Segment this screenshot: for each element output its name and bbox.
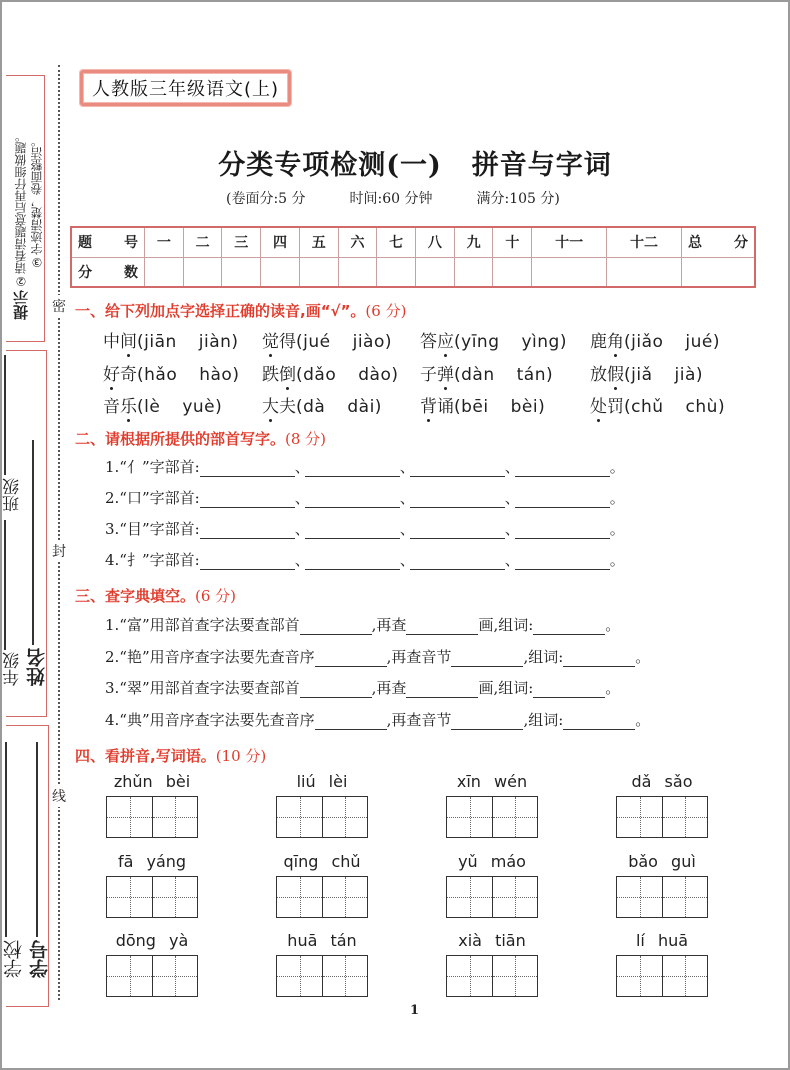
writing-cell[interactable] — [447, 956, 492, 996]
section3-heading-text: 三、查字典填空。 — [75, 587, 196, 605]
pinyin-label: dōng yà — [115, 931, 189, 950]
answer-blank[interactable] — [315, 650, 387, 667]
class-line — [4, 355, 6, 475]
radical-row — [105, 456, 625, 477]
writing-cell[interactable] — [617, 956, 662, 996]
school-label: 学校 — [3, 940, 25, 978]
row-text: 画,组词: — [478, 679, 534, 697]
col-header: 九 — [454, 227, 493, 257]
row-text: 。 — [605, 616, 621, 634]
emphasis-dot — [110, 387, 113, 390]
option-1[interactable]: bēi — [461, 397, 489, 417]
option-2[interactable]: yìng — [521, 332, 560, 352]
dictionary-row — [105, 709, 650, 730]
writing-box-pair — [276, 876, 368, 918]
separator: 、 — [504, 551, 520, 569]
answer-blank[interactable] — [563, 650, 635, 667]
writing-cell[interactable] — [277, 877, 322, 917]
writing-cell[interactable] — [447, 877, 492, 917]
answer-blank[interactable] — [451, 650, 523, 667]
writing-cell[interactable] — [152, 877, 197, 917]
emphasis-dot — [286, 387, 289, 390]
student-no-line — [36, 742, 38, 937]
pinyin-word-grid — [106, 931, 198, 997]
pinyin-word-grid — [616, 931, 708, 997]
page-number: 1 — [410, 1003, 420, 1018]
pinyin-word-grid — [446, 772, 538, 838]
word: 鹿角 — [590, 332, 624, 352]
option-1[interactable]: jiǎ — [631, 365, 653, 385]
row-text: ,组词: — [523, 648, 564, 666]
pronunciation-options: (lè yuè) — [137, 397, 223, 417]
pinyin-choice-item — [420, 392, 545, 417]
time-limit: 时间:60 分钟 — [349, 191, 433, 207]
emphasis-dot — [444, 354, 447, 357]
pinyin-word-grid — [446, 931, 538, 997]
pinyin-label: yǔ máo — [458, 852, 526, 871]
word: 子弹 — [420, 365, 454, 385]
writing-cell[interactable] — [322, 877, 367, 917]
end-mark: 。 — [609, 458, 625, 476]
pronunciation-options: (hǎo hào) — [137, 365, 240, 385]
writing-cell[interactable] — [277, 797, 322, 837]
writing-box-pair — [276, 955, 368, 997]
pronunciation-options: (dà dài) — [296, 397, 382, 417]
total-header: 总 分 — [682, 227, 756, 257]
exam-info — [226, 188, 560, 208]
writing-box-pair — [276, 796, 368, 838]
separator: 、 — [294, 520, 310, 538]
writing-cell[interactable] — [492, 877, 537, 917]
col-header: 三 — [222, 227, 261, 257]
pinyin-choice-item — [103, 392, 222, 417]
pinyin-label: xià tiān — [458, 931, 526, 950]
row-text: 画,组词: — [478, 616, 534, 634]
pinyin-label: lí huā — [635, 931, 689, 950]
option-1[interactable]: dǎo — [303, 365, 337, 385]
col-header: 二 — [183, 227, 222, 257]
pronunciation-options: (dàn tán) — [454, 365, 554, 385]
name-label: 姓名 — [26, 648, 48, 686]
word: 处罚 — [590, 397, 624, 417]
col-header: 八 — [416, 227, 455, 257]
cut-mark-mi: 密 — [52, 295, 66, 317]
writing-cell[interactable] — [617, 877, 662, 917]
answer-blank[interactable] — [406, 681, 478, 698]
section1-heading-text: 一、给下列加点字选择正确的读音,画“√”。 — [75, 302, 366, 320]
grade-label: 年级 — [3, 652, 23, 686]
section1-heading — [75, 300, 406, 321]
edition-tag: 人教版三年级语文(上) — [80, 70, 291, 106]
score-cell[interactable] — [454, 257, 493, 287]
score-cell[interactable] — [338, 257, 377, 287]
class-label: 班级 — [3, 478, 23, 512]
pinyin-label: zhǔn bèi — [113, 772, 191, 791]
pinyin-word-grid — [276, 852, 368, 918]
answer-blank[interactable] — [515, 460, 610, 477]
option-1[interactable]: jiǎo — [631, 332, 664, 352]
emphasis-dot — [444, 387, 447, 390]
col-header: 十一 — [532, 227, 607, 257]
writing-cell[interactable] — [662, 956, 707, 996]
option-1[interactable]: jué — [303, 332, 331, 352]
pinyin-choice-item — [420, 327, 567, 352]
word: 好奇 — [103, 365, 137, 385]
word: 放假 — [590, 365, 624, 385]
pinyin-choice-item — [590, 327, 720, 352]
end-mark: 。 — [609, 489, 625, 507]
tip-3: ③字迹清楚，卷面整洁。 — [30, 135, 44, 269]
writing-cell[interactable] — [322, 956, 367, 996]
pinyin-choice-item — [262, 392, 382, 417]
separator: 、 — [294, 458, 310, 476]
row-text: 。 — [605, 679, 621, 697]
pinyin-choice-item — [590, 392, 725, 417]
row-text: 3.“翠”用部首查字法要查部首 — [105, 679, 300, 697]
radical-prompt: 2.“口”字部首: — [105, 489, 200, 507]
pinyin-label: xīn wén — [456, 772, 528, 791]
emphasis-dot — [614, 354, 617, 357]
total-score-cell[interactable] — [682, 257, 756, 287]
answer-blank[interactable] — [563, 713, 635, 730]
pinyin-word-grid — [276, 931, 368, 997]
row-text: ,再查音节 — [386, 648, 452, 666]
answer-blank[interactable] — [515, 491, 610, 508]
writing-cell[interactable] — [662, 877, 707, 917]
answer-blank[interactable] — [410, 553, 505, 570]
word: 中间 — [103, 332, 137, 352]
section2-heading — [75, 428, 326, 449]
option-2[interactable]: yuè — [182, 397, 216, 417]
answer-blank[interactable] — [451, 713, 523, 730]
emphasis-dot — [427, 419, 430, 422]
answer-blank[interactable] — [305, 491, 400, 508]
neatness-score: (卷面分:5 分 — [226, 191, 306, 207]
pinyin-word-grid — [106, 852, 198, 918]
option-2[interactable]: jiào — [352, 332, 385, 352]
dictionary-row — [105, 614, 620, 635]
answer-blank[interactable] — [200, 491, 295, 508]
word: 觉得 — [262, 332, 296, 352]
section2-points: (8 分) — [285, 430, 327, 448]
option-2[interactable]: jiàn — [198, 332, 232, 352]
writing-cell[interactable] — [107, 956, 152, 996]
col-header: 一 — [145, 227, 184, 257]
score-cell[interactable] — [222, 257, 261, 287]
writing-box-pair — [446, 876, 538, 918]
writing-box-pair — [446, 796, 538, 838]
col-header: 六 — [338, 227, 377, 257]
answer-blank[interactable] — [315, 713, 387, 730]
option-2[interactable]: dài — [347, 397, 375, 417]
pinyin-label: huā tán — [287, 931, 357, 950]
score-table — [70, 226, 756, 288]
emphasis-dot — [127, 419, 130, 422]
radical-prompt: 4.“扌”字部首: — [105, 551, 200, 569]
pronunciation-options: (chǔ chù) — [624, 397, 726, 417]
writing-box-pair — [616, 796, 708, 838]
score-cell[interactable] — [532, 257, 607, 287]
radical-prompt: 1.“亻”字部首: — [105, 458, 200, 476]
writing-cell[interactable] — [107, 877, 152, 917]
row-text: 1.“富”用部首查字法要查部首 — [105, 616, 300, 634]
dictionary-row — [105, 677, 620, 698]
row-text: ,组词: — [523, 711, 564, 729]
section3-points: (6 分) — [195, 587, 237, 605]
score-cell[interactable] — [261, 257, 300, 287]
score-cell[interactable] — [416, 257, 455, 287]
row-text: 4.“典”用音序查字法要先查音序 — [105, 711, 315, 729]
answer-blank[interactable] — [533, 618, 605, 635]
writing-box-pair — [106, 955, 198, 997]
answer-blank[interactable] — [410, 491, 505, 508]
pinyin-label: fā yáng — [117, 852, 187, 871]
student-no-label: 学号 — [29, 940, 51, 978]
word: 大夫 — [262, 397, 296, 417]
pinyin-label: dǎ sǎo — [631, 772, 693, 791]
name-line — [32, 440, 34, 645]
pinyin-word-grid — [446, 852, 538, 918]
writing-cell[interactable] — [617, 797, 662, 837]
writing-box-pair — [616, 876, 708, 918]
answer-blank[interactable] — [533, 681, 605, 698]
word: 答应 — [420, 332, 454, 352]
answer-blank[interactable] — [300, 618, 372, 635]
option-2[interactable]: dào — [358, 365, 392, 385]
cut-mark-xian: 线 — [52, 785, 66, 807]
section3-heading — [75, 585, 236, 606]
score-cell[interactable] — [145, 257, 184, 287]
writing-cell[interactable] — [107, 797, 152, 837]
answer-blank[interactable] — [406, 618, 478, 635]
end-mark: 。 — [609, 520, 625, 538]
answer-blank[interactable] — [300, 681, 372, 698]
separator: 、 — [399, 551, 415, 569]
option-1[interactable]: chǔ — [631, 397, 664, 417]
separator: 、 — [294, 551, 310, 569]
word: 跌倒 — [262, 365, 296, 385]
writing-box-pair — [106, 796, 198, 838]
answer-blank[interactable] — [305, 460, 400, 477]
total-score: 满分:105 分) — [476, 191, 560, 207]
emphasis-dot — [597, 419, 600, 422]
option-2[interactable]: chù — [685, 397, 718, 417]
separator: 、 — [294, 489, 310, 507]
row-text: 。 — [635, 648, 651, 666]
writing-cell[interactable] — [152, 956, 197, 996]
pronunciation-options: (jué jiào) — [296, 332, 393, 352]
pinyin-label: qīng chǔ — [283, 852, 361, 871]
emphasis-dot — [614, 387, 617, 390]
score-cell[interactable] — [493, 257, 532, 287]
writing-box-pair — [106, 876, 198, 918]
pinyin-choice-item — [420, 360, 553, 385]
row-text: ,再查 — [371, 679, 407, 697]
pinyin-label: liú lèi — [296, 772, 348, 791]
title-part2: 拼音与字词 — [471, 150, 612, 181]
pinyin-choice-item — [262, 360, 399, 385]
pronunciation-options: (jiǎo jué) — [624, 332, 721, 352]
pronunciation-options: (yīng yìng) — [454, 332, 567, 352]
school-line — [5, 742, 7, 937]
pinyin-label: bǎo guì — [628, 852, 696, 871]
answer-blank[interactable] — [410, 522, 505, 539]
pinyin-choice-item — [103, 360, 239, 385]
radical-row — [105, 549, 625, 570]
row-text: ,再查 — [371, 616, 407, 634]
answer-blank[interactable] — [305, 553, 400, 570]
answer-blank[interactable] — [200, 522, 295, 539]
option-2[interactable]: hào — [199, 365, 233, 385]
answer-blank[interactable] — [200, 553, 295, 570]
pinyin-choice-item — [590, 360, 703, 385]
score-cell[interactable] — [377, 257, 416, 287]
tip-2: ②请看清题意后再仔细做题。 — [14, 130, 28, 288]
section1-points: (6 分) — [365, 302, 407, 320]
word: 音乐 — [103, 397, 137, 417]
separator: 、 — [504, 520, 520, 538]
section2-heading-text: 二、请根据所提供的部首写字。 — [75, 430, 286, 448]
score-cell[interactable] — [299, 257, 338, 287]
section4-heading-text: 四、看拼音,写词语。 — [75, 747, 216, 765]
pinyin-word-grid — [106, 772, 198, 838]
option-2[interactable]: bèi — [510, 397, 539, 417]
score-cell[interactable] — [607, 257, 682, 287]
score-table-header-row — [71, 227, 755, 257]
writing-cell[interactable] — [322, 797, 367, 837]
separator: 、 — [504, 489, 520, 507]
answer-blank[interactable] — [410, 460, 505, 477]
answer-blank[interactable] — [200, 460, 295, 477]
question-number-label: 题 号 — [71, 227, 145, 257]
writing-box-pair — [446, 955, 538, 997]
section4-heading — [75, 745, 266, 766]
separator: 、 — [399, 458, 415, 476]
row-text: 。 — [635, 711, 651, 729]
col-header: 十二 — [607, 227, 682, 257]
title-part1: 分类专项检测(一) — [218, 150, 442, 181]
option-1[interactable]: yīng — [461, 332, 500, 352]
tips-label: 提示 — [12, 290, 30, 320]
answer-blank[interactable] — [515, 553, 610, 570]
pinyin-word-grid — [276, 772, 368, 838]
radical-row — [105, 487, 625, 508]
col-header: 五 — [299, 227, 338, 257]
pinyin-word-grid — [616, 852, 708, 918]
col-header: 四 — [261, 227, 300, 257]
end-mark: 。 — [609, 551, 625, 569]
option-1[interactable]: jiān — [144, 332, 177, 352]
emphasis-dot — [127, 354, 130, 357]
radical-row — [105, 518, 625, 539]
option-2[interactable]: tán — [516, 365, 546, 385]
writing-cell[interactable] — [152, 797, 197, 837]
grade-line — [4, 520, 6, 650]
pronunciation-options: (bēi bèi) — [454, 397, 546, 417]
section4-points: (10 分) — [215, 747, 267, 765]
pinyin-choice-item — [262, 327, 392, 352]
row-text: ,再查音节 — [386, 711, 452, 729]
dictionary-row — [105, 646, 650, 667]
cut-line — [58, 65, 60, 1000]
emphasis-dot — [269, 354, 272, 357]
option-1[interactable]: hǎo — [144, 365, 178, 385]
writing-cell[interactable] — [277, 956, 322, 996]
option-1[interactable]: lè — [144, 397, 161, 417]
radical-prompt: 3.“目”字部首: — [105, 520, 200, 538]
writing-cell[interactable] — [447, 797, 492, 837]
answer-blank[interactable] — [305, 522, 400, 539]
word: 背诵 — [420, 397, 454, 417]
answer-blank[interactable] — [515, 522, 610, 539]
pronunciation-options: (jiǎ jià) — [624, 365, 704, 385]
option-2[interactable]: jià — [674, 365, 696, 385]
pinyin-choice-item — [103, 327, 239, 352]
score-label: 分 数 — [71, 257, 145, 287]
writing-box-pair — [616, 955, 708, 997]
separator: 、 — [399, 520, 415, 538]
writing-cell[interactable] — [662, 797, 707, 837]
option-1[interactable]: dà — [303, 397, 326, 417]
page-title — [0, 143, 790, 182]
separator: 、 — [399, 489, 415, 507]
writing-cell[interactable] — [492, 956, 537, 996]
writing-cell[interactable] — [492, 797, 537, 837]
cut-mark-feng: 封 — [52, 540, 66, 562]
option-1[interactable]: dàn — [461, 365, 495, 385]
pinyin-word-grid — [616, 772, 708, 838]
emphasis-dot — [269, 419, 272, 422]
pronunciation-options: (jiān jiàn) — [137, 332, 239, 352]
option-2[interactable]: jué — [685, 332, 713, 352]
col-header: 七 — [377, 227, 416, 257]
score-cell[interactable] — [183, 257, 222, 287]
pronunciation-options: (dǎo dào) — [296, 365, 399, 385]
separator: 、 — [504, 458, 520, 476]
row-text: 2.“艳”用音序查字法要先查音序 — [105, 648, 315, 666]
col-header: 十 — [493, 227, 532, 257]
score-table-score-row — [71, 257, 755, 287]
